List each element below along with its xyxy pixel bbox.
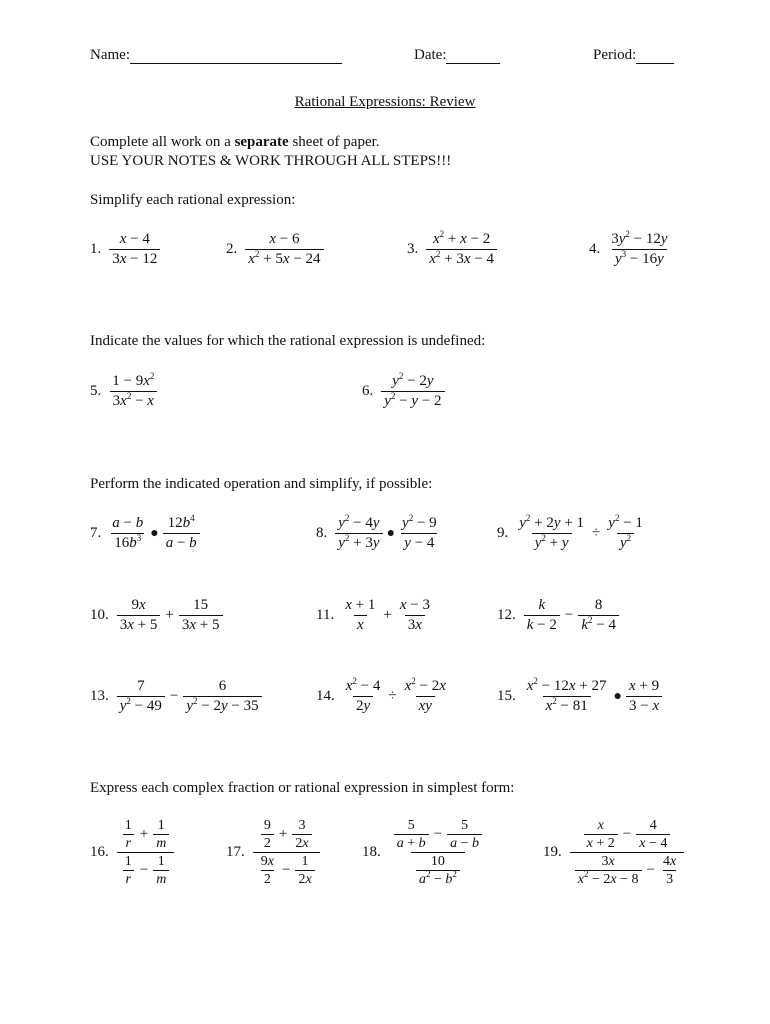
problem-expression: $\frac{x - 4}{3x - 12}$ [107, 231, 162, 268]
worksheet-title: Rational Expressions: Review [294, 94, 476, 110]
problem-12: 12. $\frac{k}{k - 2}$ − $\frac{8}{k^2 - 4}$ [497, 597, 621, 634]
problem-19: 19. $\frac{x}{x + 2}$ − $\frac{4}{x - 4}$ $\frac{3x}{x^2 - 2x - 8}$ − $\frac{4x}{3}$ [543, 818, 686, 887]
problem-16: 16. $\frac{1}{r}$ + $\frac{1}{m}$ $\frac{1}{r}$ − $\frac{1}{m}$ [90, 818, 176, 887]
name-blank[interactable] [130, 49, 342, 64]
problem-8: 8. $\frac{y^2 - 4y}{y^2 + 3y}$ ● $\frac{y^2 - 9}{y - 4}$ [316, 515, 442, 552]
problem-expression: $\frac{x^2 - 4}{2y}$ ÷ $\frac{x^2 - 2x}{xy}$ [345, 676, 446, 714]
problem-2: 2. $\frac{x - 6}{x^2 + 5x - 24}$ [226, 231, 326, 268]
problem-10: 10. $\frac{9x}{3x + 5}$ + $\frac{15}{3x + 5}$ [90, 597, 225, 634]
problem-expression: $\frac{x^2 - 12x + 27}{x^2 - 81}$ ● $\frac{x + 9}{3 - x}$ [522, 678, 664, 715]
date-field [414, 47, 500, 64]
period-label: Period: [593, 47, 637, 63]
section-complex-heading: Express each complex fraction or rational expression in simplest form: [90, 780, 515, 796]
problem-3: 3. $\frac{x^2 + x - 2}{x^2 + 3x - 4}$ [407, 231, 499, 268]
problem-expression: $\frac{k}{k - 2}$ − $\frac{8}{k^2 - 4}$ [522, 597, 621, 634]
instructions-line2: USE YOUR NOTES & WORK THROUGH ALL STEPS!!! [90, 153, 452, 169]
problem-5: 5. $\frac{1 - 9x^2}{3x^2 - x}$ [90, 373, 159, 410]
problem-18: 18. $\frac{5}{a + b}$ − $\frac{5}{a - b}$ $\frac{10}{a^2 - b^2}$ [362, 818, 489, 887]
problem-expression: $\frac{7}{y^2 - 49}$ − $\frac{6}{y^2 - 2y - 35}$ [115, 678, 264, 715]
problem-expression: $\frac{y^2 - 2y}{y^2 - y - 2}$ [379, 373, 446, 410]
problem-expression: $\frac{5}{a + b}$ − $\frac{5}{a - b}$ $\frac{10}{a^2 - b^2}$ [387, 818, 489, 887]
instructions-line1: Complete all work on a separate sheet of paper. [90, 134, 380, 150]
problem-expression: $\frac{1 - 9x^2}{3x^2 - x}$ [107, 373, 159, 410]
problem-15: 15. $\frac{x^2 - 12x + 27}{x^2 - 81}$ ● $\frac{x + 9}{3 - x}$ [497, 678, 664, 715]
name-field [90, 47, 342, 64]
problem-expression: $\frac{x^2 + x - 2}{x^2 + 3x - 4}$ [424, 231, 499, 268]
problem-6: 6. $\frac{y^2 - 2y}{y^2 - y - 2}$ [362, 373, 447, 410]
problem-expression: $\frac{9}{2}$ + $\frac{3}{2x}$ $\frac{9x}{2}$ − $\frac{1}{2x}$ [251, 818, 322, 887]
problem-expression: $\frac{3y^2 - 12y}{y^3 - 16y}$ [611, 229, 668, 267]
problem-14: 14. $\frac{x^2 - 4}{2y}$ ÷ $\frac{x^2 - 2x}{xy}$ [316, 678, 451, 715]
problem-13: 13. $\frac{7}{y^2 - 49}$ − $\frac{6}{y^2 - 2y - 35}$ [90, 678, 264, 715]
period-field [593, 47, 674, 64]
bold-word: separate [234, 134, 289, 150]
problem-expression: $\frac{9x}{3x + 5}$ + $\frac{15}{3x + 5}$ [115, 597, 225, 634]
section-undefined-heading: Indicate the values for which the rational expression is undefined: [90, 333, 486, 349]
name-label: Name: [90, 47, 130, 63]
problem-9: 9. $\frac{y^2 + 2y + 1}{y^2 + y}$ ÷ $\frac{y^2 - 1}{y^2}$ [497, 515, 648, 552]
problem-11: 11. $\frac{x + 1}{x}$ + $\frac{x - 3}{3x}$ [316, 597, 435, 634]
problem-expression: $\frac{y^2 + 2y + 1}{y^2 + y}$ ÷ $\frac{y^2 - 1}{y^2}$ [519, 513, 643, 551]
section-operations-heading: Perform the indicated operation and simplify, if possible: [90, 476, 433, 492]
problem-expression: $\frac{y^2 - 4y}{y^2 + 3y}$ ● $\frac{y^2 - 9}{y - 4}$ [333, 515, 441, 552]
problem-expression: $\frac{x}{x + 2}$ − $\frac{4}{x - 4}$ $\frac{3x}{x^2 - 2x - 8}$ − $\frac{4x}{3}$ [568, 818, 686, 887]
period-blank[interactable] [636, 49, 674, 64]
problem-expression: $\frac{x + 1}{x}$ + $\frac{x - 3}{3x}$ [345, 597, 430, 633]
problem-expression: $\frac{1}{r}$ + $\frac{1}{m}$ $\frac{1}{r}$ − $\frac{1}{m}$ [115, 818, 177, 887]
date-label: Date: [414, 47, 447, 63]
date-blank[interactable] [446, 49, 500, 64]
section-simplify-heading: Simplify each rational expression: [90, 192, 296, 208]
problem-7: 7. $\frac{a - b}{16b^3}$ ● $\frac{12b^4}{a - b}$ [90, 515, 202, 552]
problem-4: 4. $\frac{3y^2 - 12y}{y^3 - 16y}$ [589, 231, 673, 268]
problem-expression: $\frac{x - 6}{x^2 + 5x - 24}$ [243, 231, 325, 268]
problem-17: 17. $\frac{9}{2}$ + $\frac{3}{2x}$ $\frac{9x}{2}$ − $\frac{1}{2x}$ [226, 818, 322, 887]
problem-1: 1. $\frac{x - 4}{3x - 12}$ [90, 231, 162, 268]
problem-expression: $\frac{a - b}{16b^3}$ ● $\frac{12b^4}{a - b}$ [107, 515, 201, 552]
